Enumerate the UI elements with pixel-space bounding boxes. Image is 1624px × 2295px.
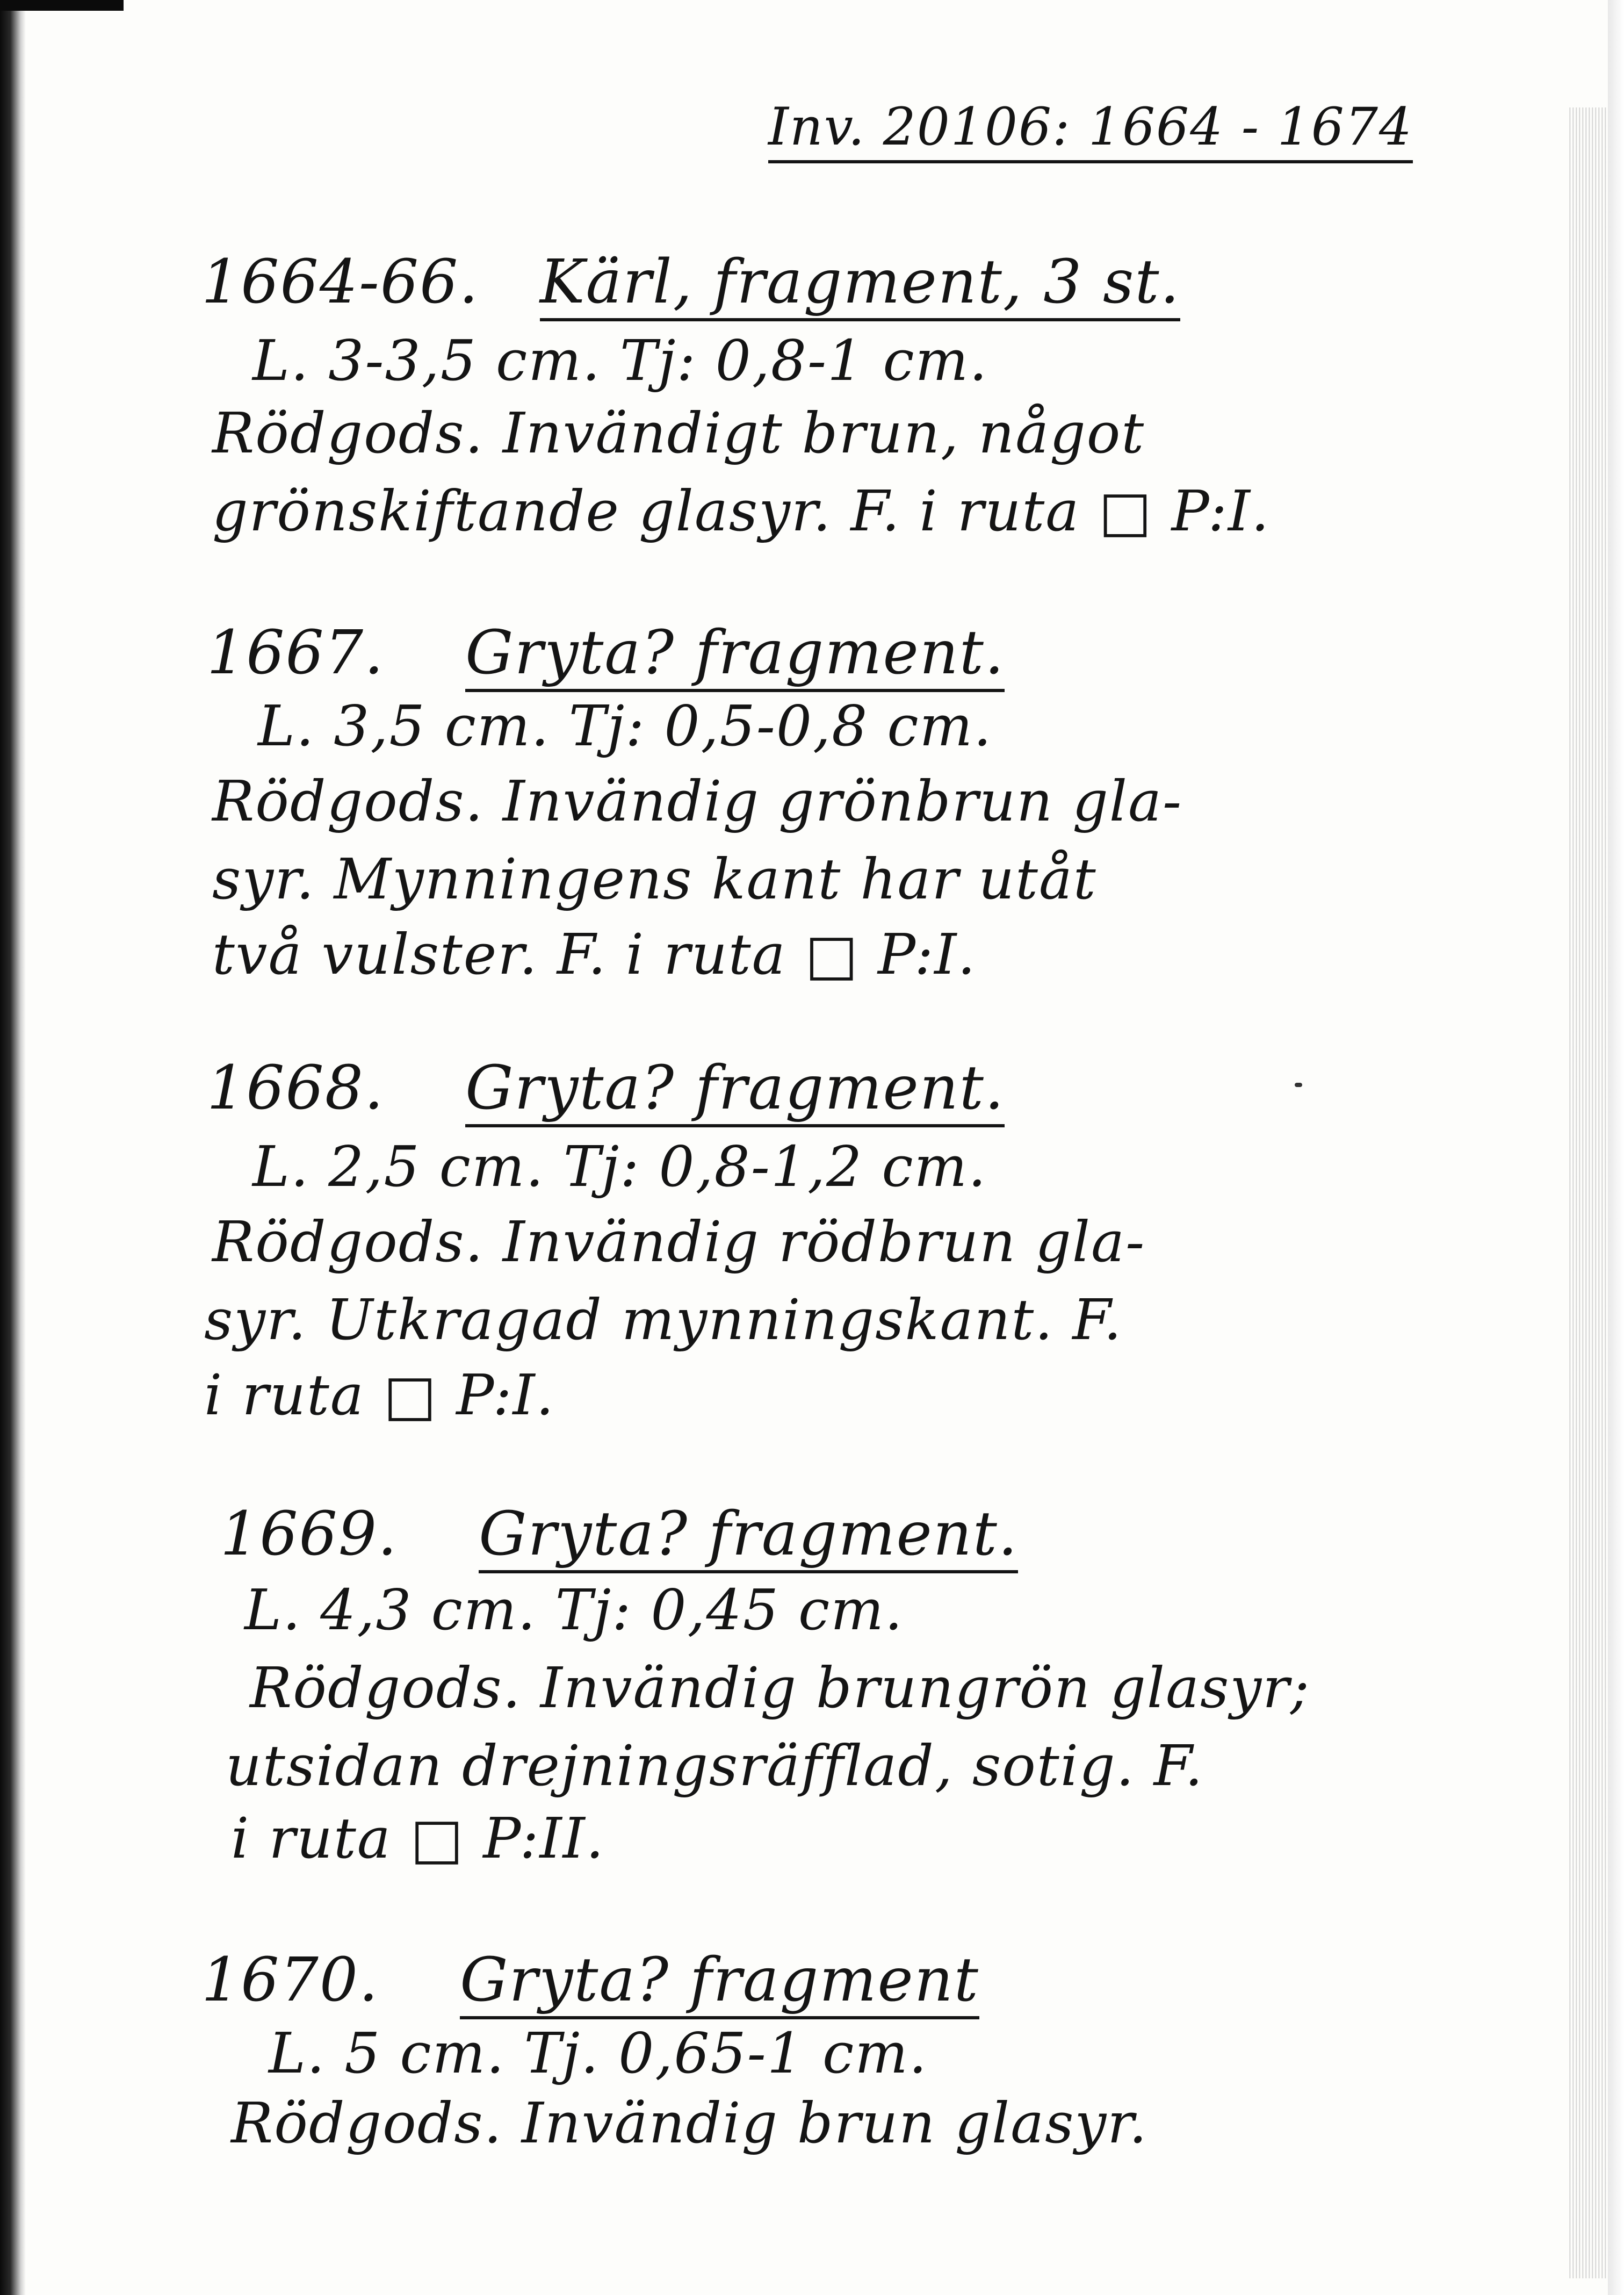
entry-2-number: 1667. — [207, 618, 385, 688]
entry-3-line-1: L. 2,5 cm. Tj: 0,8-1,2 cm. — [252, 1134, 987, 1199]
entry-4-line-1: L. 4,3 cm. Tj: 0,45 cm. — [244, 1577, 904, 1643]
entry-4-line-4: i ruta □ P:II. — [231, 1805, 605, 1871]
entry-3-heading — [207, 1053, 1005, 1123]
scan-corner-shadow — [0, 0, 124, 11]
entry-3-number: 1668. — [207, 1053, 385, 1123]
entry-3-line-4: i ruta □ P:I. — [204, 1362, 555, 1428]
book-binding-edge — [0, 0, 26, 2295]
page-edge-shadow — [1608, 0, 1624, 2295]
entry-2-title: Gryta? fragment. — [465, 618, 1005, 692]
entry-5-line-1: L. 5 cm. Tj. 0,65-1 cm. — [269, 2020, 928, 2086]
entry-2-heading — [207, 618, 1005, 688]
entry-3-title: Gryta? fragment. — [465, 1053, 1005, 1127]
entry-4-line-2: Rödgods. Invändig brungrön glasyr; — [250, 1655, 1310, 1721]
entry-2-line-4: två vulster. F. i ruta □ P:I. — [212, 922, 977, 987]
entry-5-number: 1670. — [201, 1945, 379, 2015]
entry-2-line-1: L. 3,5 cm. Tj: 0,5-0,8 cm. — [258, 693, 993, 759]
ink-speck — [1295, 1083, 1302, 1087]
stacked-page-edges — [1568, 107, 1608, 2278]
entry-4-heading — [220, 1499, 1018, 1569]
entry-5-heading — [201, 1945, 979, 2015]
entry-1-heading — [201, 247, 1180, 317]
entry-5-line-2: Rödgods. Invändig brun glasyr. — [231, 2090, 1148, 2156]
entry-1-title: Kärl, fragment, 3 st. — [540, 247, 1180, 321]
entry-2-line-3: syr. Mynningens kant har utåt — [212, 846, 1097, 912]
entry-1-number: 1664-66. — [201, 247, 479, 317]
entry-3-line-3: syr. Utkragad mynningskant. F. — [204, 1287, 1123, 1352]
entry-2-line-2: Rödgods. Invändig grönbrun gla- — [212, 768, 1183, 834]
entry-4-line-3: utsidan drejningsräfflad, sotig. F. — [226, 1733, 1204, 1798]
entry-1-line-2: Rödgods. Invändigt brun, något — [212, 400, 1145, 466]
entry-3-line-2: Rödgods. Invändig rödbrun gla- — [212, 1209, 1146, 1275]
entry-4-number: 1669. — [220, 1499, 398, 1569]
entry-1-line-3: grönskiftande glasyr. F. i ruta □ P:I. — [212, 478, 1271, 544]
entry-1-line-1: L. 3-3,5 cm. Tj: 0,8-1 cm. — [252, 328, 988, 393]
entry-4-title: Gryta? fragment. — [479, 1499, 1018, 1573]
entry-5-title: Gryta? fragment — [460, 1945, 979, 2019]
inventory-header: Inv. 20106: 1664 - 1674 — [768, 97, 1413, 163]
